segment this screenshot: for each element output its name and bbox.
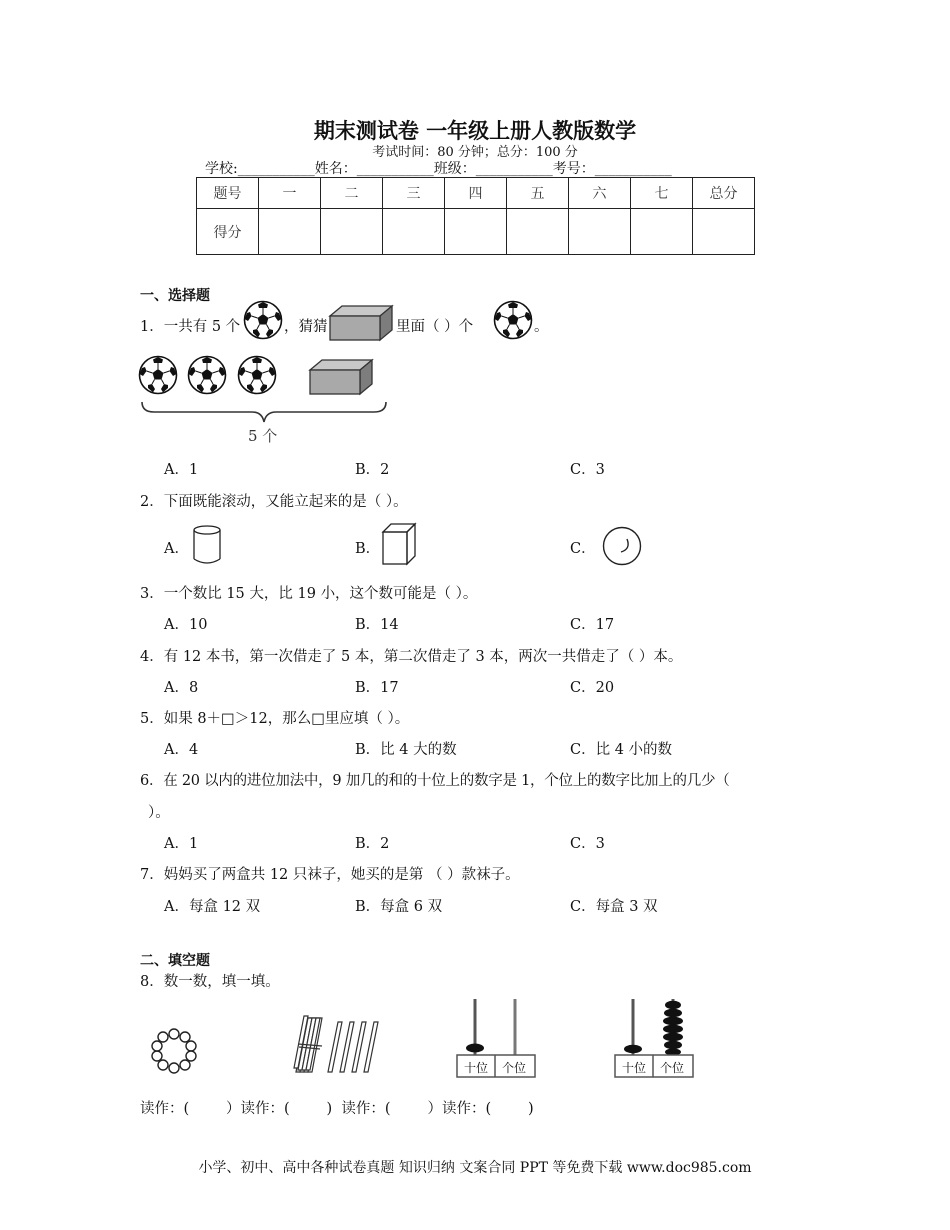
abacus-1-tens-label: 十位 [463, 1061, 488, 1075]
q2-option-c[interactable]: C． [570, 541, 596, 557]
score-cell-6: 六 [569, 178, 631, 209]
question-1-part4: 。 [534, 319, 549, 335]
abacus-2-tens-label: 十位 [621, 1061, 646, 1075]
footer-text: 小学、初中、高中各种试卷真题 知识归纳 文案合同 PPT 等免费下载 www.doc985.com [198, 1160, 752, 1176]
cylinder-icon [190, 524, 224, 566]
q6-option-a[interactable]: A．1 [164, 836, 199, 852]
score-cell-7: 七 [631, 178, 693, 209]
score-cell-2: 二 [321, 178, 383, 209]
question-1-part3: 里面（ ）个 [396, 319, 474, 335]
abacus-1-ones-label: 个位 [501, 1061, 526, 1075]
q3-option-a[interactable]: A．10 [164, 617, 208, 633]
question-4-text: 4．有 12 本书，第一次借走了 5 本，第二次借走了 3 本，两次一共借走了（ ）本。 [140, 649, 683, 665]
q6-option-b[interactable]: B．2 [355, 836, 390, 852]
soccer-ball-icon [138, 355, 178, 395]
score-row-label: 得分 [197, 209, 259, 255]
question-7-text: 7．妈妈买了两盒共 12 只袜子，她买的是第 （ ）款袜子。 [140, 867, 520, 883]
sphere-icon [601, 525, 643, 567]
brace-label: 5 个 [248, 427, 278, 445]
student-info-line: 学校:___________姓名：___________班级：___________考号：___________ [205, 161, 672, 177]
score-input-cell[interactable] [631, 209, 693, 255]
exam-subtitle: 考试时间：80 分钟；总分：100 分 [372, 145, 578, 160]
score-cell-3: 三 [383, 178, 445, 209]
question-1-part1: 1．一共有 5 个 [140, 319, 241, 335]
question-8-text: 8．数一数，填一填。 [140, 974, 280, 990]
q1-option-c[interactable]: C．3 [570, 462, 605, 478]
score-input-cell[interactable] [259, 209, 321, 255]
q1-option-a[interactable]: A．1 [164, 462, 199, 478]
q5-option-c[interactable]: C．比 4 小的数 [570, 742, 673, 758]
sticks-bundle-icon [292, 1014, 384, 1078]
q3-option-c[interactable]: C．17 [570, 617, 615, 633]
score-cell-total: 总分 [693, 178, 755, 209]
score-cell-label: 题号 [197, 178, 259, 209]
section-title-fill: 二、填空题 [140, 953, 210, 969]
question-5-text: 5．如果 8＋□＞12，那么□里应填（ ）。 [140, 711, 410, 727]
score-input-cell[interactable] [445, 209, 507, 255]
score-input-cell[interactable] [693, 209, 755, 255]
page-title: 期末测试卷 一年级上册人教版数学 [313, 119, 637, 143]
q7-option-c[interactable]: C．每盒 3 双 [570, 899, 658, 915]
q5-option-a[interactable]: A．4 [164, 742, 199, 758]
score-table-header-row [197, 178, 755, 209]
score-input-cell[interactable] [321, 209, 383, 255]
question-2-text: 2．下面既能滚动，又能立起来的是（ ）。 [140, 494, 408, 510]
question-1-part2: ，猜猜 [284, 319, 328, 335]
q1-option-b[interactable]: B．2 [355, 462, 390, 478]
score-cell-4: 四 [445, 178, 507, 209]
q2-option-b[interactable]: B． [355, 541, 381, 557]
q5-option-b[interactable]: B．比 4 大的数 [355, 742, 457, 758]
brace-icon [140, 400, 390, 424]
q3-option-b[interactable]: B．14 [355, 617, 399, 633]
section-title-choice: 一、选择题 [140, 288, 210, 304]
q4-option-b[interactable]: B．17 [355, 680, 399, 696]
score-input-cell[interactable] [383, 209, 445, 255]
score-cell-1: 一 [259, 178, 321, 209]
soccer-ball-icon [243, 300, 283, 340]
bead-ring-icon [148, 1027, 200, 1075]
question-6-text-line2: ）。 [148, 805, 170, 821]
box-icon [328, 304, 394, 342]
soccer-ball-icon [237, 355, 277, 395]
question-8-read-line: 读作：( ）读作：( ) 读作：( ）读作：( ) [140, 1101, 534, 1117]
q2-option-a[interactable]: A． [164, 541, 189, 557]
abacus-2-ones-label: 个位 [659, 1061, 684, 1075]
score-input-cell[interactable] [507, 209, 569, 255]
score-input-cell[interactable] [569, 209, 631, 255]
q4-option-a[interactable]: A．8 [164, 680, 199, 696]
q7-option-a[interactable]: A．每盒 12 双 [164, 899, 261, 915]
soccer-ball-icon [493, 300, 533, 340]
score-table [196, 177, 755, 255]
q4-option-c[interactable]: C．20 [570, 680, 615, 696]
q7-option-b[interactable]: B．每盒 6 双 [355, 899, 443, 915]
q6-option-c[interactable]: C．3 [570, 836, 605, 852]
question-3-text: 3．一个数比 15 大，比 19 小，这个数可能是（ ）。 [140, 586, 478, 602]
box-icon [308, 358, 374, 396]
cuboid-icon [381, 522, 419, 566]
score-cell-5: 五 [507, 178, 569, 209]
score-table-score-row [197, 209, 755, 255]
soccer-ball-icon [187, 355, 227, 395]
question-6-text-line1: 6．在 20 以内的进位加法中，9 加几的和的十位上的数字是 1，个位上的数字比加上的几少（ [140, 773, 730, 789]
